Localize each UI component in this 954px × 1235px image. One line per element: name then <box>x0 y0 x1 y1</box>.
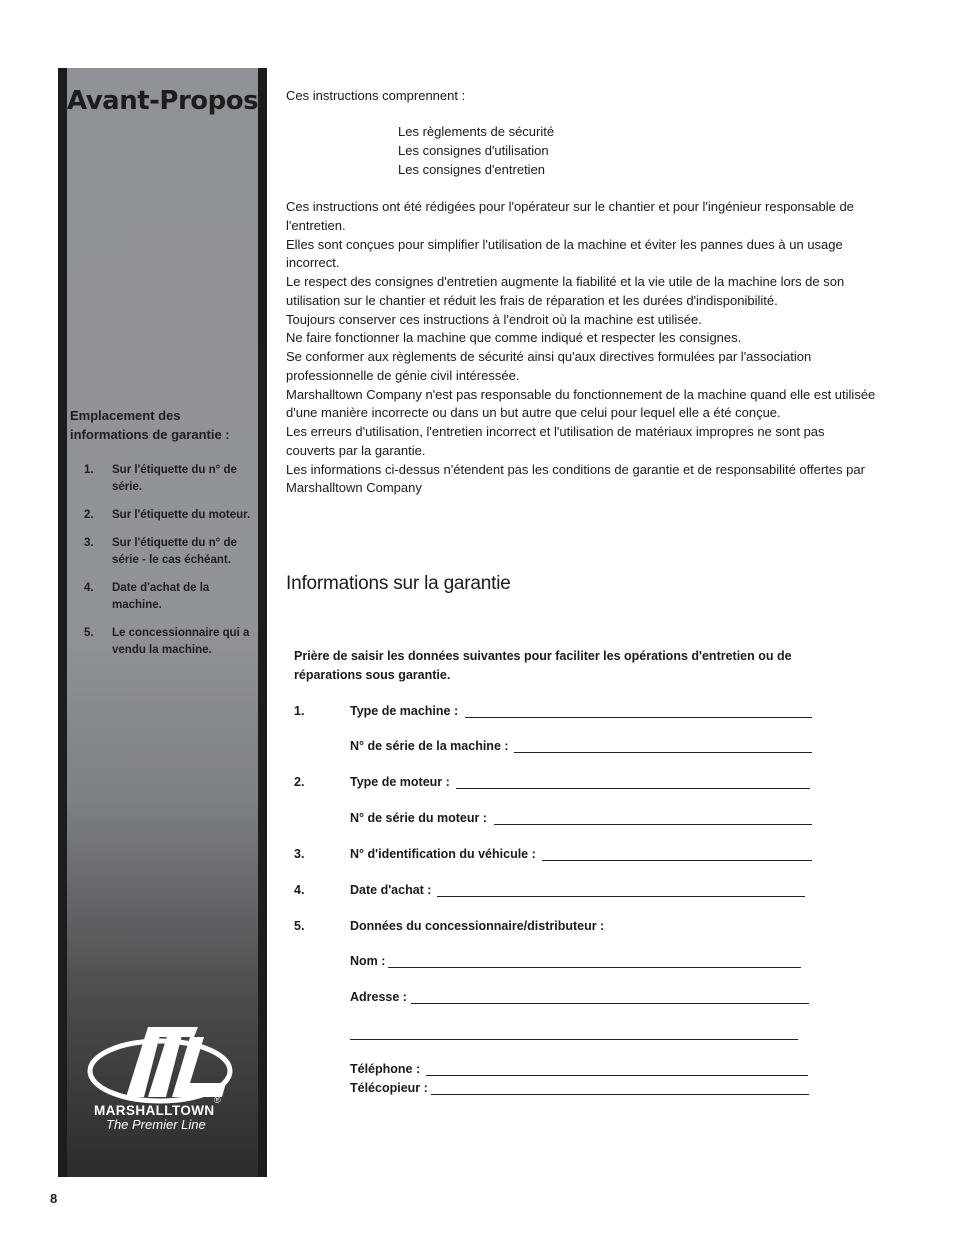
warranty-location-heading: Emplacement des informations de garantie : <box>70 408 230 442</box>
body-paragraph: Toujours conserver ces instructions à l'endroit où la machine est utilisée. <box>286 311 702 327</box>
list-item <box>84 507 254 524</box>
sidebar-title: Avant-Propos <box>67 86 259 116</box>
sidebar-left-edge <box>58 68 67 1177</box>
registered-mark: ® <box>214 1095 221 1105</box>
vehicle-id-field[interactable] <box>542 860 812 861</box>
machine-type-field[interactable] <box>465 717 812 718</box>
list-item-number: 4. <box>84 582 94 594</box>
form-row-number: 4. <box>294 883 305 897</box>
body-paragraph: Marshalltown Company n'est pas responsable du fonctionnement de la machine quand elle est utilisée d'une manière incorrecte ou dans un but autre que celui pour lequel elle a été conçue. <box>286 386 876 421</box>
form-label: N° de série de la machine : <box>350 739 509 753</box>
list-item-text: Sur l'étiquette du n° de série. <box>112 464 237 493</box>
body-paragraph: Les erreurs d'utilisation, l'entretien incorrect et l'utilisation de matériaux impropres ne sont pas couverts par la garantie. <box>286 424 825 458</box>
warranty-intro: Prière de saisir les données suivantes pour faciliter les opérations d'entretien ou de réparations sous garantie. <box>294 649 792 682</box>
form-label: Type de moteur : <box>350 775 450 789</box>
list-item-text: Date d'achat de la machine. <box>112 582 210 611</box>
list-item-text: Sur l'étiquette du n° de série - le cas échéant. <box>112 537 237 566</box>
list-item-number: 3. <box>84 537 94 549</box>
form-label: Type de machine : <box>350 704 459 718</box>
form-row-number: 5. <box>294 919 305 933</box>
list-item-text: Sur l'étiquette du moteur. <box>112 509 251 521</box>
dealer-address-line-2-field[interactable] <box>350 1039 798 1040</box>
list-item-number: 2. <box>84 509 94 521</box>
purchase-date-field[interactable] <box>437 896 805 897</box>
intro-lead: Ces instructions comprennent : <box>286 88 466 103</box>
sidebar-right-edge <box>258 68 267 1177</box>
intro-list-item: Les consignes d'utilisation <box>398 143 549 158</box>
form-row-number: 1. <box>294 704 305 718</box>
intro-list <box>398 122 554 179</box>
list-item-number: 5. <box>84 627 94 639</box>
logo-brand-text: MARSHALLTOWN <box>94 1103 215 1118</box>
list-item <box>84 462 254 496</box>
page-number: 8 <box>50 1191 58 1206</box>
form-label: Nom : <box>350 954 386 968</box>
form-label: Données du concessionnaire/distributeur : <box>350 919 605 933</box>
dealer-phone-field[interactable] <box>426 1075 808 1076</box>
engine-serial-field[interactable] <box>494 824 812 825</box>
intro-list-item: Les règlements de sécurité <box>398 124 555 139</box>
dealer-name-field[interactable] <box>388 967 801 968</box>
body-paragraph: Ne faire fonctionner la machine que comme indiqué et respecter les consignes. <box>286 330 742 346</box>
form-label: Télécopieur : <box>350 1081 428 1095</box>
body-paragraph: Le respect des consignes d'entretien augmente la fiabilité et la vie utile de la machine lors de son utilisation sur le chantier et réduit les frais de réparation et les durées d'indisponibilité. <box>286 274 845 308</box>
dealer-fax-field[interactable] <box>431 1094 809 1095</box>
form-row-number: 3. <box>294 847 305 861</box>
intro-list-item: Les consignes d'entretien <box>398 162 546 177</box>
machine-serial-field[interactable] <box>514 752 812 753</box>
form-label: Adresse : <box>350 990 407 1004</box>
body-paragraph: Ces instructions ont été rédigées pour l'opérateur sur le chantier et pour l'ingénieur responsable de l'entretien. <box>286 199 854 233</box>
list-item-number: 1. <box>84 464 94 476</box>
form-label: Date d'achat : <box>350 883 432 897</box>
form-row-number: 2. <box>294 775 305 789</box>
list-item-text: Le concessionnaire qui a vendu la machine. <box>112 627 250 656</box>
form-label: N° d'identification du véhicule : <box>350 847 536 861</box>
list-item <box>84 535 254 569</box>
warranty-section-title: Informations sur la garantie <box>286 573 511 594</box>
instructions-body <box>286 198 876 498</box>
body-paragraph: Elles sont conçues pour simplifier l'utilisation de la machine et éviter les pannes dues à un usage incorrect. <box>286 236 843 271</box>
sidebar-panel <box>58 68 267 1177</box>
body-paragraph: Se conformer aux règlements de sécurité ainsi qu'aux directives formulées par l'association professionnelle de génie civil intéressée. <box>286 349 812 383</box>
body-paragraph: Les informations ci-dessus n'étendent pas les conditions de garantie et de responsabilité offertes par Marshalltown Company <box>286 461 865 496</box>
list-item <box>84 625 254 659</box>
engine-type-field[interactable] <box>456 788 810 789</box>
logo-tagline: The Premier Line <box>106 1117 206 1132</box>
dealer-address-field[interactable] <box>411 1003 809 1004</box>
marshalltown-logo <box>86 1023 246 1132</box>
form-label: Téléphone : <box>350 1062 421 1076</box>
marshalltown-emblem-icon <box>86 1023 236 1105</box>
warranty-location-list <box>84 462 254 670</box>
form-label: N° de série du moteur : <box>350 811 487 825</box>
list-item <box>84 580 254 614</box>
